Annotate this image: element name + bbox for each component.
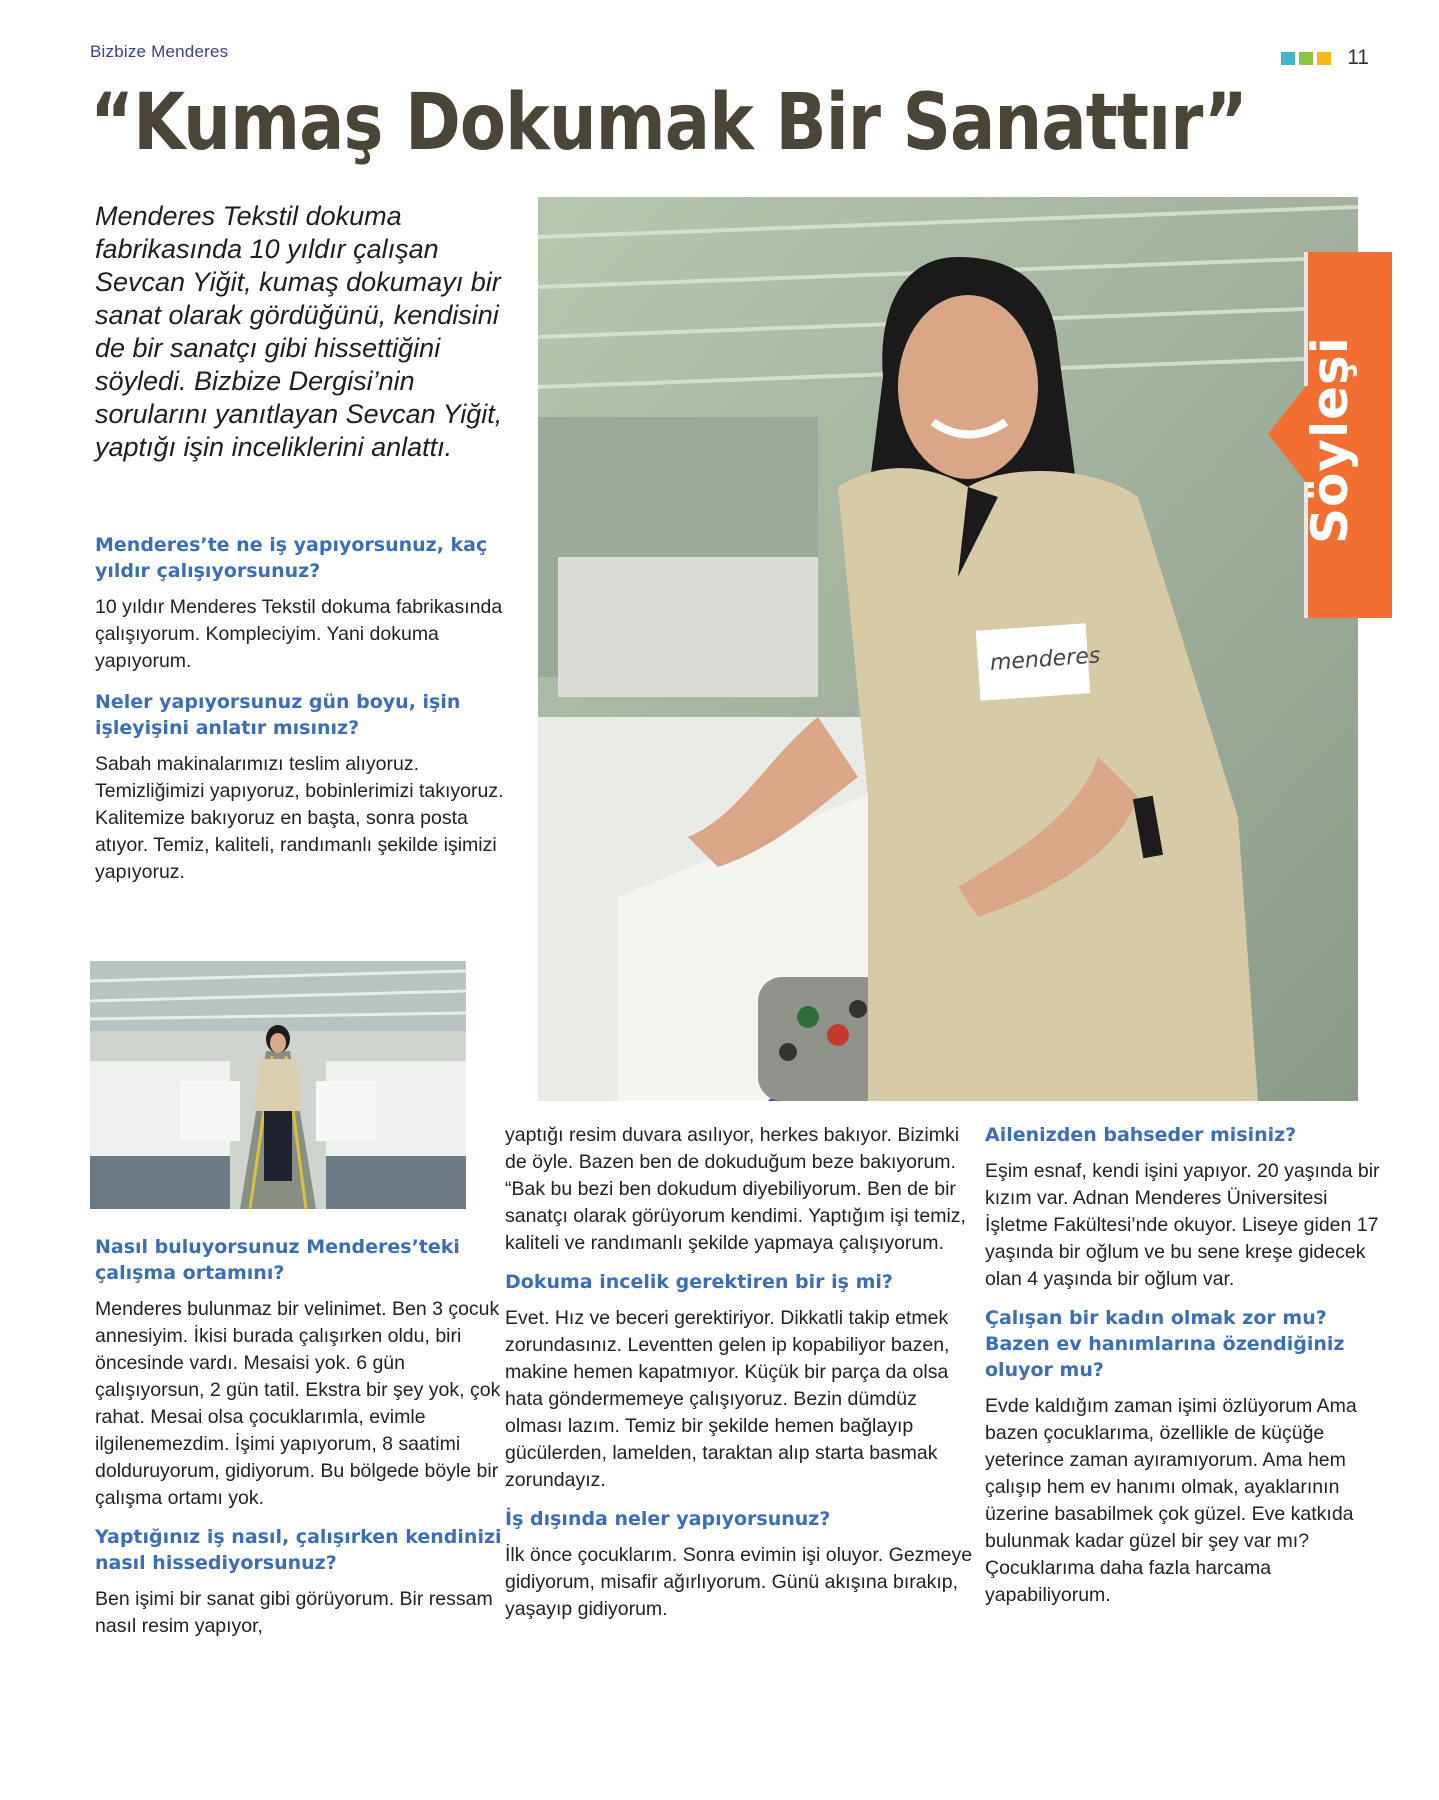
factory-aisle-photo (90, 961, 466, 1209)
column-3 (985, 1122, 1385, 1609)
column-1-top (95, 532, 505, 900)
question-6: İş dışında neler yapıyorsunuz? (505, 1508, 831, 1530)
section-tab-text (1280, 300, 1380, 580)
question-8: Çalışan bir kadın olmak zor mu? Bazen ev hanımlarına özendiğiniz oluyor mu? (985, 1307, 1345, 1381)
lead-paragraph: Menderes Tekstil dokuma fabrikasında 10 yıldır çalışan Sevcan Yiğit, kumaş dokumayı bir sanat olarak gördüğünü, kendisini de bir sanatçı gibi hissettiğini söyledi. Bizbize Dergisi’nin sorularını yanıtlayan Sevcan Yiğit, yaptığı işin inceliklerini anlattı. (95, 201, 503, 462)
green-square-icon (1299, 52, 1313, 65)
question-5: Dokuma incelik gerektiren bir iş mi? (505, 1271, 893, 1293)
section-label: Söyleşi (1301, 336, 1359, 544)
column-2 (505, 1122, 975, 1623)
answer-7: Eşim esnaf, kendi işini yapıyor. 20 yaşında bir kızım var. Adnan Menderes Üniversitesi İşletme Fakültesi’nde okuyor. Liseye giden 17 yaşında bir oğlum ve bu sene kreşe gidecek olan 4 yaşında bir oğlum var. (985, 1160, 1380, 1290)
question-2: Neler yapıyorsunuz gün boyu, işin işleyişini anlatır mısınız? (95, 691, 461, 739)
answer-4-part-1: Ben işimi bir sanat gibi görüyorum. Bir ressam nasıl resim yapıyor, (95, 1588, 493, 1637)
question-4: Yaptığınız iş nasıl, çalışırken kendinizi nasıl hissediyorsunuz? (95, 1526, 502, 1574)
column-1-bottom (95, 1234, 505, 1640)
answer-1: 10 yıldır Menderes Tekstil dokuma fabrikasında çalışıyorum. Kompleciyim. Yani dokuma yapıyorum. (95, 596, 503, 672)
answer-4-part-2: yaptığı resim duvara asılıyor, herkes bakıyor. Bizimki de öyle. Bazen ben de dokuduğum beze bakıyorum. “Bak bu bezi ben dokudum diyebiliyorum. Ben de bir sanatçı olarak görüyorum kendimi. Yaptığım işi temiz, kaliteli ve randımanlı şekilde yapmaya çalışıyorum. (505, 1124, 966, 1254)
page-number: 11 (1347, 46, 1369, 69)
publication-name: Bizbize Menderes (90, 42, 229, 61)
answer-2: Sabah makinalarımızı teslim alıyoruz. Temizliğimizi yapıyoruz, bobinlerimizi takıyoruz. Kalitemize bakıyoruz en başta, sonra posta atıyor. Temiz, kaliteli, randımanlı şekilde işimizi yapıyoruz. (95, 753, 504, 883)
answer-3: Menderes bulunmaz bir velinimet. Ben 3 çocuk annesiyim. İkisi burada çalışırken oldu, biri öncesinde vardı. Mesaisi yok. 6 gün çalışıyorsun, 2 gün tatil. Ekstra bir şey yok, çok rahat. Mesai olsa çocuklarımla, evimle ilgilenemezdim. İşimi yapıyorum, 8 saatimi dolduruyorum, gidiyorum. Bu bölgede böyle bir çalışma ortamı yok. (95, 1298, 501, 1509)
article-title: “Kumaş Dokumak Bir Sanattır” (90, 78, 1247, 168)
yellow-square-icon (1317, 52, 1331, 65)
question-7: Ailenizden bahseder misiniz? (985, 1124, 1297, 1146)
header-decoration (1281, 46, 1369, 70)
main-portrait-photo (538, 197, 1358, 1101)
question-1: Menderes’te ne iş yapıyorsunuz, kaç yıldır çalışıyorsunuz? (95, 534, 488, 582)
uniform-logo: menderes (989, 643, 1102, 676)
answer-5: Evet. Hız ve beceri gerektiriyor. Dikkatli takip etmek zorundasınız. Leventten gelen ip kopabiliyor bazen, makine hemen kapatmıyor. Küçük bir parça da olsa hata göndermemeye çalışıyoruz. Bezin dümdüz olması lazım. Temiz bir şekilde hemen bağlayıp gücülerden, lamelden, taraktan alıp starta basmak zorundayız. (505, 1307, 950, 1491)
answer-6: İlk önce çocuklarım. Sonra evimin işi oluyor. Gezmeye gidiyorum, misafir ağırlıyorum. Günü akışına bırakıp, yaşayıp gidiyorum. (505, 1544, 973, 1620)
answer-8: Evde kaldığım zaman işimi özlüyorum Ama bazen çocuklarıma, özellikle de küçüğe yeterince zaman ayıramıyorum. Ama hem çalışıp hem ev hanımı olmak, ayaklarının üzerine basabilmek çok güzel. Eve katkıda bulunmak kadar güzel bir şey var mı? Çocuklarıma daha fazla harcama yapabiliyorum. (985, 1395, 1357, 1606)
cyan-square-icon (1281, 52, 1295, 65)
question-3: Nasıl buluyorsunuz Menderes’teki çalışma ortamını? (95, 1236, 460, 1284)
